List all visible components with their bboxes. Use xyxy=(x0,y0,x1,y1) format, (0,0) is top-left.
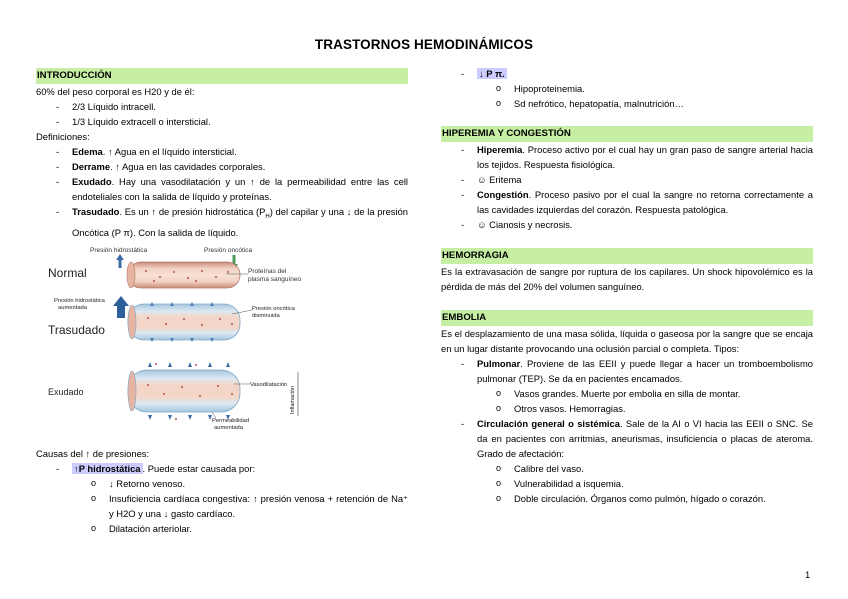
arrow-up-icon xyxy=(116,254,124,268)
label-presion-oncotica: Presión oncótica xyxy=(204,246,253,254)
list-item: o Vulnerabilidad a isquemia. xyxy=(441,476,813,491)
hemorragia-text: Es la extravasación de sangre por ruptura de los capilares. Un shock hipovolémico es la pérdida de más del 20% del volumen sanguíneo. xyxy=(441,266,813,292)
definition-edema xyxy=(36,144,408,159)
figure-label-normal: Normal xyxy=(48,265,87,280)
highlight: ↓ P π. xyxy=(479,68,505,79)
congestion-item xyxy=(441,187,813,217)
item-text: . Proceso pasivo por el cual la sangre no retorna correctamente a las cavidades izquierdas del corazón. Respuesta patológica. xyxy=(477,189,813,215)
causa-p-hidrostatica xyxy=(36,461,408,476)
list-item: o ↓ Retorno venoso. xyxy=(36,476,408,491)
definition-exudado xyxy=(36,174,408,204)
label-inflamacion: Inflamación xyxy=(290,385,296,414)
item-text: . Proceso activo por el cual hay un gran paso de sangre arterial hacia los tejidos. Respuesta fisiológica. xyxy=(477,144,813,170)
subscript: H xyxy=(265,213,270,220)
term: Derrame xyxy=(72,161,111,172)
item-text: . Proviene de las EEII y puede llegar a hacer un tromboembolismo pulmonar (TEP). Se da en pacientes encamados. xyxy=(477,358,813,384)
list-item: o Dilatación arteriolar. xyxy=(36,521,408,536)
highlight: ↑P hidrostática xyxy=(74,462,141,474)
term: Circulación general o sistémica xyxy=(477,418,620,429)
label-p-onco-dism-2: disminuida xyxy=(252,312,280,319)
label-permeabilidad-2: aumentada xyxy=(214,424,244,431)
definition-derrame xyxy=(36,159,408,174)
section-header-hemorragia: HEMORRAGIA xyxy=(441,248,813,264)
label-proteinas-2: plasma sanguíneo xyxy=(248,275,302,283)
label-presion-hidrostatica: Presión hidrostática xyxy=(90,246,148,254)
label-p-onco-dism-1: Presión oncótica xyxy=(252,305,295,312)
list-item: o Vasos grandes. Muerte por embolia en silla de montar. xyxy=(441,386,813,401)
p-pi-item xyxy=(441,66,813,81)
list-item: o Insuficiencia cardíaca congestiva: ↑ presión venosa + retención de Na⁺ y H2O y una ↓ gasto cardíaco. xyxy=(36,491,408,521)
label-p-hidro-aum-2: aumentada xyxy=(58,304,88,311)
embolia-text: Es el desplazamiento de una masa sólida, líquida o gaseosa por la sangre que se encaja en un lugar distante provocando una oclusión parcial o completa. Tipos: xyxy=(441,328,813,354)
congestion-note: - ☺ Cianosis y necrosis. xyxy=(441,217,813,232)
embolia-pulmonar xyxy=(441,356,813,386)
page-title: TRASTORNOS HEMODINÁMICOS xyxy=(314,37,534,52)
definition-text: . Es un ↑ de presión hidrostática (P xyxy=(119,206,266,217)
causas-label: Causas del ↑ de presiones: xyxy=(36,447,150,459)
hiperemia-item xyxy=(441,142,813,172)
definition-text: . ↑ Agua en el líquido intersticial. xyxy=(102,146,237,157)
section-header-hiperemia: HIPEREMIA Y CONGESTIÓN xyxy=(441,126,813,142)
term: Congestión xyxy=(477,189,529,200)
item-text: . Sale de la AI o VI hacia las EEII o SNC. Se da en pacientes con arritmias, aneurismas, insuficiencia o placas de ateroma. Grado de afectación: xyxy=(477,418,813,459)
term: Pulmonar xyxy=(477,358,521,369)
label-vasodilatacion: Vasodilatación xyxy=(250,381,288,388)
definition-trasudado xyxy=(36,204,408,240)
definiciones-label: Definiciones: xyxy=(36,131,90,142)
large-arrow-up-icon xyxy=(113,296,129,318)
section-header-embolia: EMBOLIA xyxy=(441,310,813,326)
list-item: o Sd nefrótico, hepatopatía, malnutrición… xyxy=(441,96,813,111)
definition-text: . ↑ Agua en las cavidades corporales. xyxy=(110,161,266,172)
list-item: o Otros vasos. Hemorragias. xyxy=(441,401,813,416)
page-number: 1 xyxy=(805,569,811,580)
right-column xyxy=(441,66,813,506)
vessel-trasudado xyxy=(128,304,240,340)
list-item: - 1/3 Líquido extracell o intersticial. xyxy=(36,114,408,129)
term: Hiperemia xyxy=(477,144,523,155)
definition-text: . Hay una vasodilatación y un ↑ de la permeabilidad entre las cell endoteliales con la salida de líquido y proteínas. xyxy=(72,176,408,202)
hiperemia-note: - ☺ Eritema xyxy=(441,172,813,187)
list-item: o Calibre del vaso. xyxy=(441,461,813,476)
left-column xyxy=(36,68,408,536)
label-permeabilidad-1: Permeabilidad xyxy=(212,417,250,424)
figure-label-trasudado: Trasudado xyxy=(48,322,105,337)
term: Edema xyxy=(72,146,103,157)
figure-label-exudado: Exudado xyxy=(48,386,84,397)
section-header-introduccion: INTRODUCCIÓN xyxy=(36,68,408,84)
label-proteinas-1: Proteínas del xyxy=(248,267,287,275)
vessel-normal xyxy=(128,262,240,288)
vessel-exudado xyxy=(128,370,240,412)
list-item: o Doble circulación. Órganos como pulmón, hígado o corazón. xyxy=(441,491,813,506)
label-p-hidro-aum-1: Presión hidrostática xyxy=(54,297,105,304)
capillary-figure xyxy=(36,244,322,440)
embolia-sistemica xyxy=(441,416,813,461)
definition-text-2: ) del capilar y una ↓ de la presión Oncótica (P π). Con la salida de líquido. xyxy=(72,206,408,238)
intro-water: 60% del peso corporal es H20 y de él: xyxy=(36,86,195,97)
causa-text: . Puede estar causada por: xyxy=(142,462,256,474)
term: Trasudado xyxy=(72,206,120,217)
list-item: o Hipoproteinemia. xyxy=(441,81,813,96)
list-item: - 2/3 Líquido intracell. xyxy=(36,99,408,114)
term: Exudado xyxy=(72,176,112,187)
